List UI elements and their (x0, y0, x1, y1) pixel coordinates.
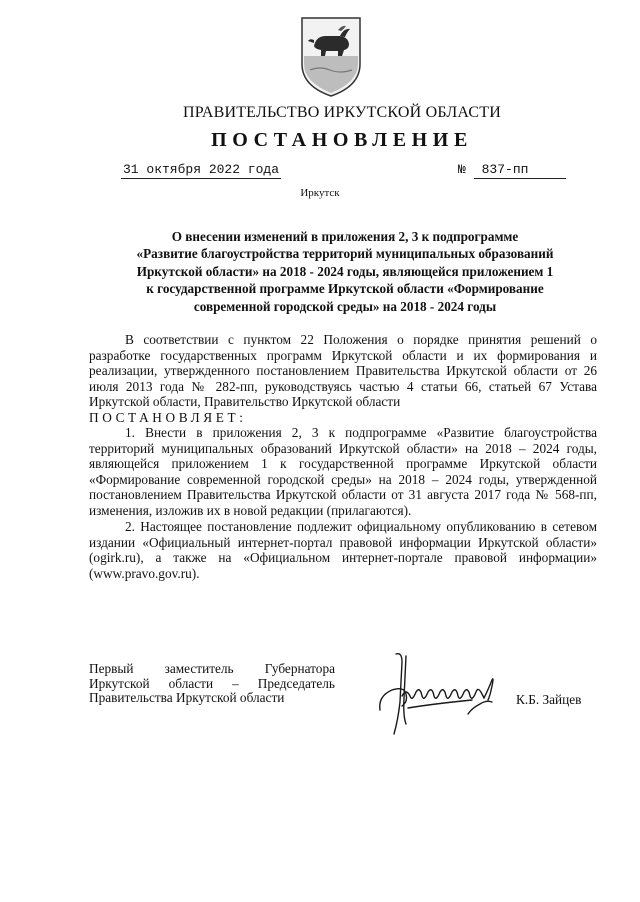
position-line: Иркутской области – Председатель (89, 675, 335, 691)
preamble-paragraph: В соответствии с пунктом 22 Положения о порядке принятия решений о разработке государственных программ Иркутской области и их формирования и реализации, утвержденного постановлением Правительства Иркутской области от 26 июля 2013 года № 282-пп, руководствуясь частью 4 статьи 66, статьей 67 Устава Иркутской области, Правительство Иркутской области (89, 332, 597, 409)
document-number (458, 162, 566, 179)
subject-line: О внесении изменений в приложения 2, 3 к подпрограмме (171, 229, 519, 244)
signer-name: К.Б. Зайцев (516, 692, 582, 707)
number-prefix: № (458, 162, 466, 177)
subject-line: современной городской среды» на 2018 - 2024 годы (193, 298, 497, 314)
resolves-heading: ПОСТАНОВЛЯЕТ: (89, 409, 247, 425)
subject-line: «Развитие благоустройства территорий муниципальных образований (136, 246, 554, 262)
item-2-paragraph: 2. Настоящее постановление подлежит официальному опубликованию в сетевом издании «Официальный интернет-портал правовой информации Иркутской области» (ogirk.ru), а также на «Официальном интернет-портале правовой информации» (www.pravo.gov.ru). (89, 519, 597, 581)
document-body (89, 332, 597, 581)
document-date (121, 162, 281, 179)
signature-icon (372, 650, 514, 750)
document-date-value: 31 октября 2022 года (123, 162, 280, 177)
government-title: ПРАВИТЕЛЬСТВО ИРКУТСКОЙ ОБЛАСТИ (183, 104, 501, 121)
document-number-value: 837-пп (474, 162, 566, 179)
subject-line: Иркутской области» на 2018 - 2024 годы, являющейся приложением 1 (136, 263, 554, 279)
subject-line: к государственной программе Иркутской области «Формирование (146, 281, 544, 297)
irkutsk-coat-of-arms-icon (300, 16, 362, 98)
position-line: Первый заместитель Губернатора (89, 661, 335, 676)
city-name: Иркутск (300, 187, 340, 199)
item-1-paragraph: 1. Внести в приложения 2, 3 к подпрограмме «Развитие благоустройства территорий муниципальных образований Иркутской области» на 2018 – 2024 годы, являющейся приложением 1 к государственной программе Иркутской области «Формирование современной городской среды» на 2018 – 2024 годы, утвержденной постановлением Правительства Иркутской области от 31 августа 2017 года № 568-пп, изменения, изложив их в новой редакции (прилагаются). (89, 425, 597, 518)
document-type-title: ПОСТАНОВЛЕНИЕ (211, 129, 473, 151)
signatory-position (89, 662, 335, 706)
document-subject (95, 228, 595, 315)
position-line: Правительства Иркутской области (89, 690, 285, 706)
